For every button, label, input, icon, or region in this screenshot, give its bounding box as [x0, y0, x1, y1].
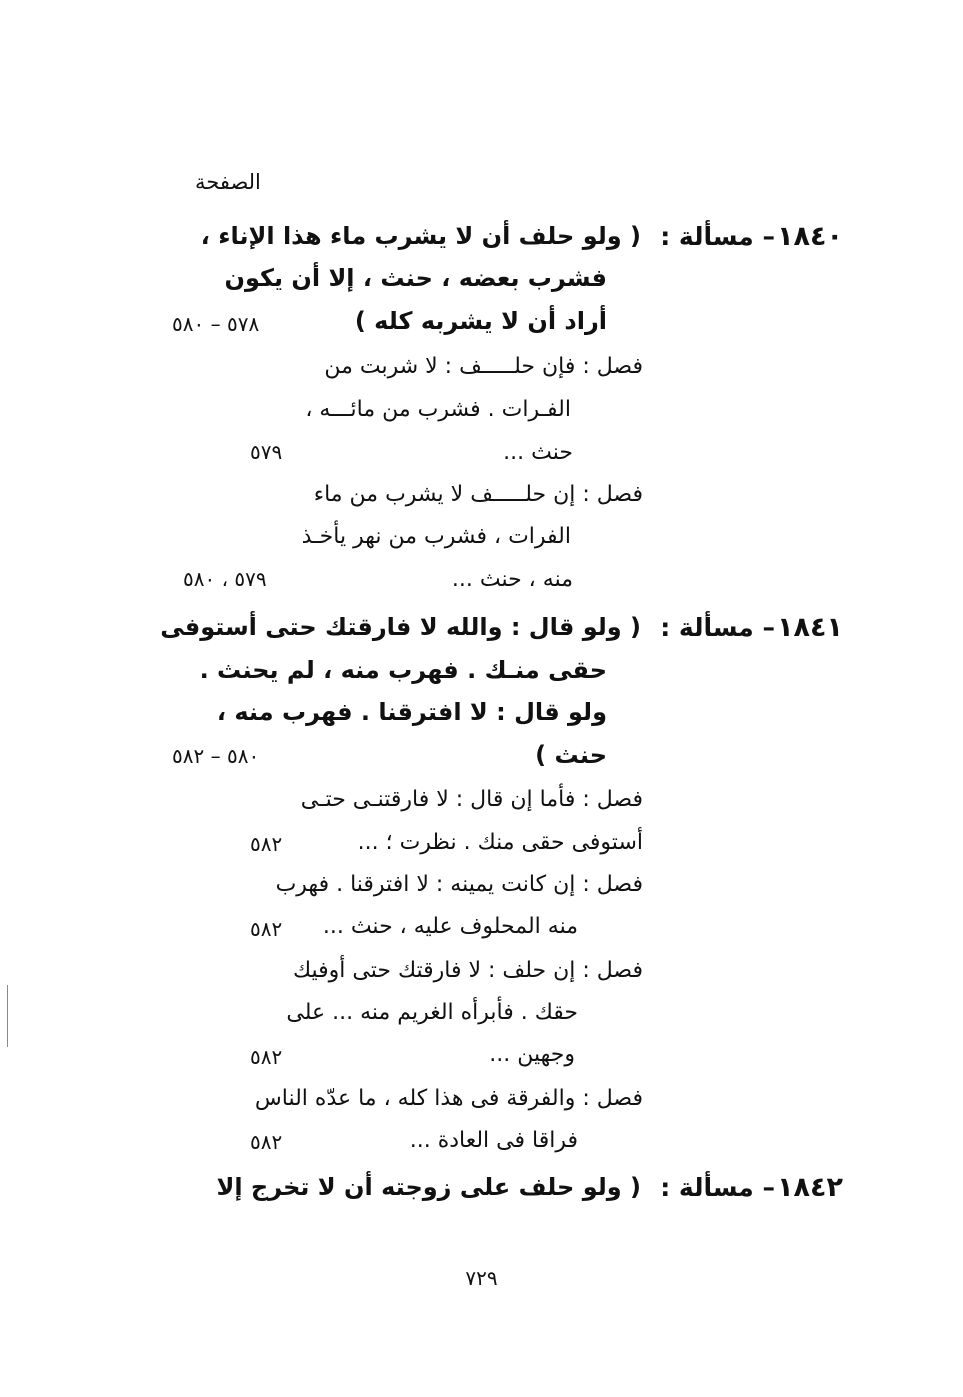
page-reference: ٥٧٨ – ٥٨٠: [172, 312, 260, 336]
section-text-line: الفـرات . فشرب من مائـــه ،: [305, 397, 571, 422]
section-text-line: حقك . فأبرأه الغريم منه ... على: [286, 1000, 578, 1025]
entry-text-line: ( ولو حلف على زوجته أن لا تخرج إلا: [216, 1173, 641, 1201]
entry-text-line: ( ولو قال : والله لا فارقتك حتى أستوفى: [160, 613, 641, 641]
entry-label: – مسألة :: [660, 613, 775, 642]
section-text-line: فراقا فى العادة ...: [409, 1128, 578, 1153]
page-label-header: الصفحة: [195, 170, 261, 194]
section-text-line: فصل : إن حلـــــف لا يشرب من ماء: [313, 482, 643, 507]
page-reference: ٥٨٠ – ٥٨٢: [172, 744, 260, 768]
entry-text-line: فشرب بعضه ، حنث ، إلا أن يكون: [224, 264, 607, 292]
entry-number: ١٨٤٢: [777, 1172, 843, 1203]
section-text-line: فصل : إن حلف : لا فارقتك حتى أوفيك: [292, 958, 643, 983]
entry-label: – مسألة :: [660, 1173, 775, 1202]
page-reference: ٥٨٢: [250, 1130, 283, 1154]
page-reference: ٥٨٢: [250, 832, 283, 856]
entry-number: ١٨٤١: [777, 612, 843, 643]
entry-text-line: حقى منـك . فهرب منه ، لم يحنث .: [199, 656, 607, 684]
section-text-line: فصل : فأما إن قال : لا فارقتنـى حتـى: [300, 787, 643, 812]
entry-text-line: ( ولو حلف أن لا يشرب ماء هذا الإناء ،: [200, 222, 641, 250]
entry-text-line: حنث ): [535, 741, 607, 769]
section-text-line: فصل : إن كانت يمينه : لا افترقنا . فهرب: [275, 872, 643, 897]
section-text-line: فصل : فإن حلـــــف : لا شربت من: [324, 354, 643, 379]
section-text-line: منه ، حنث ...: [451, 567, 573, 592]
section-text-line: وجهين ...: [489, 1042, 575, 1067]
entry-text-line: أراد أن لا يشربه كله ): [354, 307, 607, 335]
entry-number: ١٨٤٠: [777, 221, 843, 252]
section-text-line: فصل : والفرقة فى هذا كله ، ما عدّه الناس: [254, 1086, 643, 1111]
section-text-line: حنث ...: [503, 440, 573, 465]
section-text-line: أستوفى حقى منك . نظرت ؛ ...: [357, 830, 643, 855]
scan-edge-mark: [7, 985, 8, 1047]
section-text-line: منه المحلوف عليه ، حنث ...: [322, 914, 578, 939]
page-reference: ٥٨٢: [250, 917, 283, 941]
entry-text-line: ولو قال : لا افترقنا . فهرب منه ،: [216, 698, 607, 726]
page-number: ٧٢٩: [465, 1266, 498, 1290]
entry-label: – مسألة :: [660, 222, 775, 251]
page-reference: ٥٧٩ ، ٥٨٠: [183, 567, 267, 591]
section-text-line: الفرات ، فشرب من نهر يأخـذ: [301, 524, 571, 549]
page-reference: ٥٧٩: [250, 440, 283, 464]
page-reference: ٥٨٢: [250, 1045, 283, 1069]
